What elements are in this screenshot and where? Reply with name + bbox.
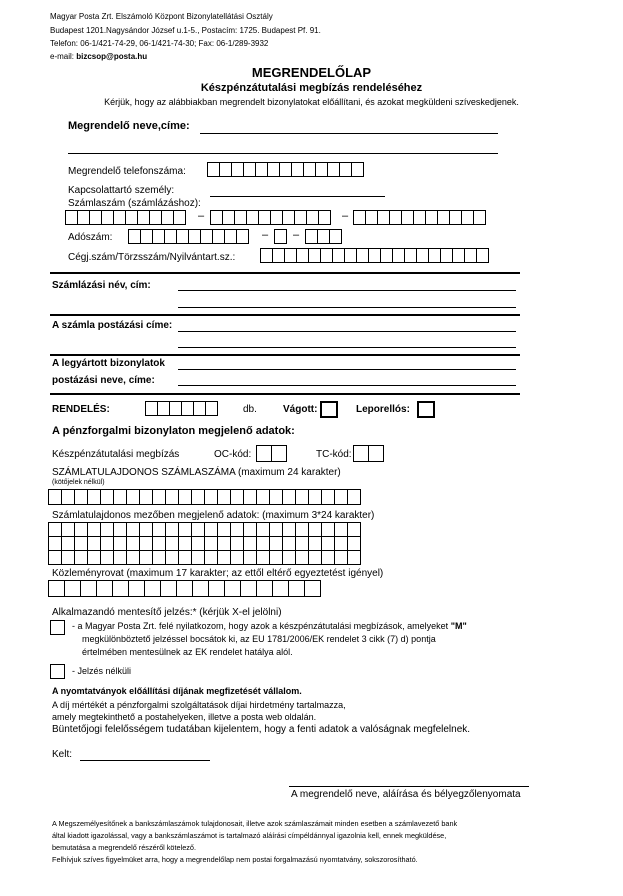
owner-data-box[interactable] <box>282 536 296 551</box>
orderer-name-label: Megrendelő neve,címe: <box>68 120 190 132</box>
header-line1: Magyar Posta Zrt. Elszámoló Központ Bizonylatellátási Osztály <box>50 12 273 21</box>
exemption-none-checkbox[interactable] <box>50 664 65 679</box>
owner-data-box[interactable] <box>295 536 309 551</box>
account-boxes-1[interactable] <box>65 210 185 225</box>
owner-data-box[interactable] <box>165 536 179 551</box>
owner-data-box[interactable] <box>243 550 257 565</box>
form-postal-label-1: A legyártott bizonylatok <box>52 358 165 369</box>
exemption-m-text: - a Magyar Posta Zrt. felé nyilatkozom, hogy azok a készpénzátutalási megbízások, amelyeket <box>72 621 451 631</box>
owner-account-boxes[interactable] <box>48 489 360 505</box>
fee-line2: amely megtekinthető a postahelyeken, illetve a posta web oldalán. <box>52 712 317 722</box>
billing-postal-line-2[interactable] <box>178 347 516 348</box>
owner-data-box[interactable] <box>204 550 218 565</box>
exemption-m-line2: megkülönböztető jelzéssel bocsátok ki, az EU 1781/2006/EK rendelet 3 cikk (7) d) pontja <box>82 634 436 644</box>
owner-data-heading: Számlatulajdonos mezőben megjelenő adatok: (maximum 3*24 karakter) <box>52 510 375 521</box>
owner-data-box[interactable] <box>295 522 309 537</box>
header-line3: Telefon: 06-1/421-74-29, 06-1/421-74-30; Fax: 06-1/289-3932 <box>50 39 269 48</box>
owner-data-box[interactable] <box>61 536 75 551</box>
tax-dash-2: – <box>293 229 300 241</box>
tax-boxes-3[interactable] <box>305 229 341 244</box>
tax-dash-1: – <box>262 229 269 241</box>
billing-line-2[interactable] <box>178 307 516 308</box>
owner-data-box[interactable] <box>269 522 283 537</box>
owner-data-box[interactable] <box>230 536 244 551</box>
owner-data-box[interactable] <box>113 550 127 565</box>
owner-data-box[interactable] <box>321 522 335 537</box>
owner-data-box[interactable] <box>139 522 153 537</box>
owner-data-box[interactable] <box>321 536 335 551</box>
form-postal-label-2: postázási neve, címe: <box>52 375 155 386</box>
owner-data-box[interactable] <box>48 522 62 537</box>
owner-data-box[interactable] <box>230 522 244 537</box>
account-owner-note: (kötőjelek nélkül) <box>52 479 105 486</box>
owner-data-box[interactable] <box>256 522 270 537</box>
phone-boxes[interactable] <box>207 162 363 177</box>
email-label: e-mail: <box>50 52 77 61</box>
footer-line4: Felhívjuk szíves figyelmüket arra, hogy a megrendelőlap nem postai forgalmazású nyomtatvány, sokszorosítható. <box>52 855 418 864</box>
owner-data-box[interactable] <box>217 550 231 565</box>
owner-data-box[interactable] <box>165 522 179 537</box>
owner-data-box[interactable] <box>74 522 88 537</box>
owner-data-box[interactable] <box>165 550 179 565</box>
owner-data-row[interactable] <box>48 522 360 537</box>
notice-heading: Közleményrovat (maximum 17 karakter; az ettől eltérő egyeztetést igényel) <box>52 568 384 579</box>
form-intro: Kérjük, hogy az alábbiakban megrendelt bizonylatokat előállítani, és azokat megküldeni szíveskedjenek. <box>104 97 519 107</box>
owner-data-box[interactable] <box>347 522 361 537</box>
owner-data-box[interactable] <box>74 536 88 551</box>
exemption-none-label: - Jelzés nélküli <box>72 666 132 676</box>
kelt-label: Kelt: <box>52 749 73 760</box>
fee-line3: Büntetőjogi felelősségem tudatában kijelentem, hogy a fenti adatok a valóságnak megfelelnek. <box>52 724 471 735</box>
owner-data-box[interactable] <box>334 522 348 537</box>
signature-caption: A megrendelő neve, aláírása és bélyegzőlenyomata <box>291 789 521 800</box>
owner-data-box[interactable] <box>100 550 114 565</box>
owner-data-box[interactable] <box>347 550 361 565</box>
account-boxes-2[interactable] <box>210 210 330 225</box>
owner-data-box[interactable] <box>48 550 62 565</box>
owner-data-box[interactable] <box>178 550 192 565</box>
tax-label: Adószám: <box>68 232 113 243</box>
order-quantity-boxes[interactable] <box>145 401 217 416</box>
owner-data-box[interactable] <box>321 550 335 565</box>
owner-data-box[interactable] <box>191 522 205 537</box>
owner-data-box[interactable] <box>152 550 166 565</box>
cut-label: Vágott: <box>283 404 318 415</box>
email-address[interactable]: bizcsop@posta.hu <box>76 52 148 61</box>
exemption-m-line1 <box>72 621 467 631</box>
owner-data-box[interactable] <box>308 550 322 565</box>
owner-data-box[interactable] <box>256 536 270 551</box>
owner-data-grid[interactable] <box>48 522 360 565</box>
fold-label: Leporellós: <box>356 404 410 415</box>
owner-data-box[interactable] <box>334 550 348 565</box>
tax-boxes-2[interactable] <box>274 229 286 244</box>
kelt-line[interactable] <box>80 760 210 761</box>
owner-data-box[interactable] <box>191 536 205 551</box>
section-divider-3 <box>50 354 520 356</box>
phone-label: Megrendelő telefonszáma: <box>68 166 186 177</box>
owner-data-box[interactable] <box>204 522 218 537</box>
account-boxes-3[interactable] <box>353 210 485 225</box>
section-divider-1 <box>50 272 520 274</box>
oc-label: OC-kód: <box>214 449 252 460</box>
form-title: MEGRENDELŐLAP <box>251 65 372 80</box>
owner-data-box[interactable] <box>113 536 127 551</box>
billing-postal-line-1[interactable] <box>178 331 516 332</box>
owner-data-box[interactable] <box>243 536 257 551</box>
owner-data-box[interactable] <box>256 550 270 565</box>
billing-postal-label: A számla postázási címe: <box>52 320 173 331</box>
header-email-row <box>50 52 147 61</box>
account-owner-heading: SZÁMLATULAJDONOS SZÁMLASZÁMA (maximum 24 karakter) <box>52 467 341 478</box>
header-line2: Budapest 1201.Nagysándor József u.1-5., Postacím: 1725. Budapest Pf. 91. <box>50 26 321 35</box>
exemption-m-line3: értelmében mentesülnek az EK rendelet hatálya alól. <box>82 647 293 657</box>
owner-data-box[interactable] <box>269 536 283 551</box>
orderer-name-line-1[interactable] <box>200 133 498 134</box>
owner-data-box[interactable] <box>61 550 75 565</box>
owner-data-row[interactable] <box>48 536 360 551</box>
footer-line3: bemutatása a megrendelő részéről kötelező. <box>52 843 196 852</box>
fold-checkbox[interactable] <box>417 401 435 418</box>
owner-data-box[interactable] <box>48 536 62 551</box>
exemption-m-mark: "M" <box>450 621 467 631</box>
account-dash-1: – <box>198 210 205 222</box>
owner-data-box[interactable] <box>217 536 231 551</box>
billing-name-label: Számlázási név, cím: <box>52 280 151 291</box>
owner-data-box[interactable] <box>334 536 348 551</box>
form-subtitle: Készpénzátutalási megbízás rendeléséhez <box>200 82 423 94</box>
owner-data-box[interactable] <box>178 522 192 537</box>
owner-data-box[interactable] <box>178 536 192 551</box>
owner-data-box[interactable] <box>61 522 75 537</box>
owner-data-box[interactable] <box>126 536 140 551</box>
section-divider-2 <box>50 314 520 316</box>
contact-line[interactable] <box>210 196 385 197</box>
tax-boxes-1[interactable] <box>128 229 248 244</box>
contact-label: Kapcsolattartó személy: <box>68 185 175 196</box>
owner-data-box[interactable] <box>74 550 88 565</box>
oc-boxes[interactable] <box>256 445 286 462</box>
exemption-heading: Alkalmazandó mentesítő jelzés:* (kérjük X-el jelölni) <box>52 607 282 618</box>
account-dash-2: – <box>342 210 349 222</box>
order-unit-label: db. <box>243 404 257 415</box>
exemption-m-checkbox[interactable] <box>50 620 65 635</box>
owner-data-box[interactable] <box>139 536 153 551</box>
owner-data-box[interactable] <box>100 522 114 537</box>
data-section-heading: A pénzforgalmi bizonylaton megjelenő adatok: <box>52 425 295 437</box>
account-label: Számlaszám (számlázáshoz): <box>68 198 201 209</box>
owner-data-box[interactable] <box>295 550 309 565</box>
notice-boxes[interactable] <box>48 580 320 597</box>
footer-line1: A Megszemélyesítőnek a bankszámlaszámok tulajdonosait, illetve azok számlaszámait minden esetben a számlavezető bank <box>52 819 458 828</box>
owner-data-box[interactable] <box>87 536 101 551</box>
form-postal-line-1[interactable] <box>178 369 516 370</box>
form-type-label: Készpénzátutalási megbízás <box>52 449 180 460</box>
owner-data-box[interactable] <box>87 522 101 537</box>
signature-line[interactable] <box>289 786 529 787</box>
owner-data-box[interactable] <box>87 550 101 565</box>
owner-data-box[interactable] <box>126 550 140 565</box>
footer-line2: által kiadott igazolással, vagy a bankszámlaszámot is tartalmazó aláírási címpéldánnyal igazolnia kell, ennek megküldése, <box>52 831 447 840</box>
tc-boxes[interactable] <box>353 445 383 462</box>
form-postal-line-2[interactable] <box>178 385 516 386</box>
owner-data-box[interactable] <box>269 550 283 565</box>
owner-data-box[interactable] <box>204 536 218 551</box>
owner-data-box[interactable] <box>243 522 257 537</box>
owner-data-box[interactable] <box>308 522 322 537</box>
owner-data-box[interactable] <box>191 550 205 565</box>
billing-line-1[interactable] <box>178 290 516 291</box>
cut-checkbox[interactable] <box>320 401 338 418</box>
owner-data-box[interactable] <box>217 522 231 537</box>
order-label: RENDELÉS: <box>52 404 110 415</box>
owner-data-box[interactable] <box>113 522 127 537</box>
tc-label: TC-kód: <box>316 449 352 460</box>
owner-data-box[interactable] <box>139 550 153 565</box>
owner-data-box[interactable] <box>152 522 166 537</box>
owner-data-row[interactable] <box>48 550 360 565</box>
owner-data-box[interactable] <box>308 536 322 551</box>
fee-line1: A díj mértékét a pénzforgalmi szolgáltatások díjai hirdetmény tartalmazza, <box>52 700 346 710</box>
owner-data-box[interactable] <box>230 550 244 565</box>
owner-data-box[interactable] <box>126 522 140 537</box>
registration-boxes[interactable] <box>260 248 488 263</box>
section-divider-4 <box>50 393 520 395</box>
owner-data-box[interactable] <box>152 536 166 551</box>
fee-heading: A nyomtatványok előállítási díjának megfizetését vállalom. <box>52 686 302 696</box>
owner-data-box[interactable] <box>100 536 114 551</box>
registration-label: Cégj.szám/Törzsszám/Nyilvántart.sz.: <box>68 252 236 263</box>
owner-data-box[interactable] <box>347 536 361 551</box>
owner-data-box[interactable] <box>282 522 296 537</box>
orderer-name-line-2[interactable] <box>68 153 498 154</box>
owner-data-box[interactable] <box>282 550 296 565</box>
